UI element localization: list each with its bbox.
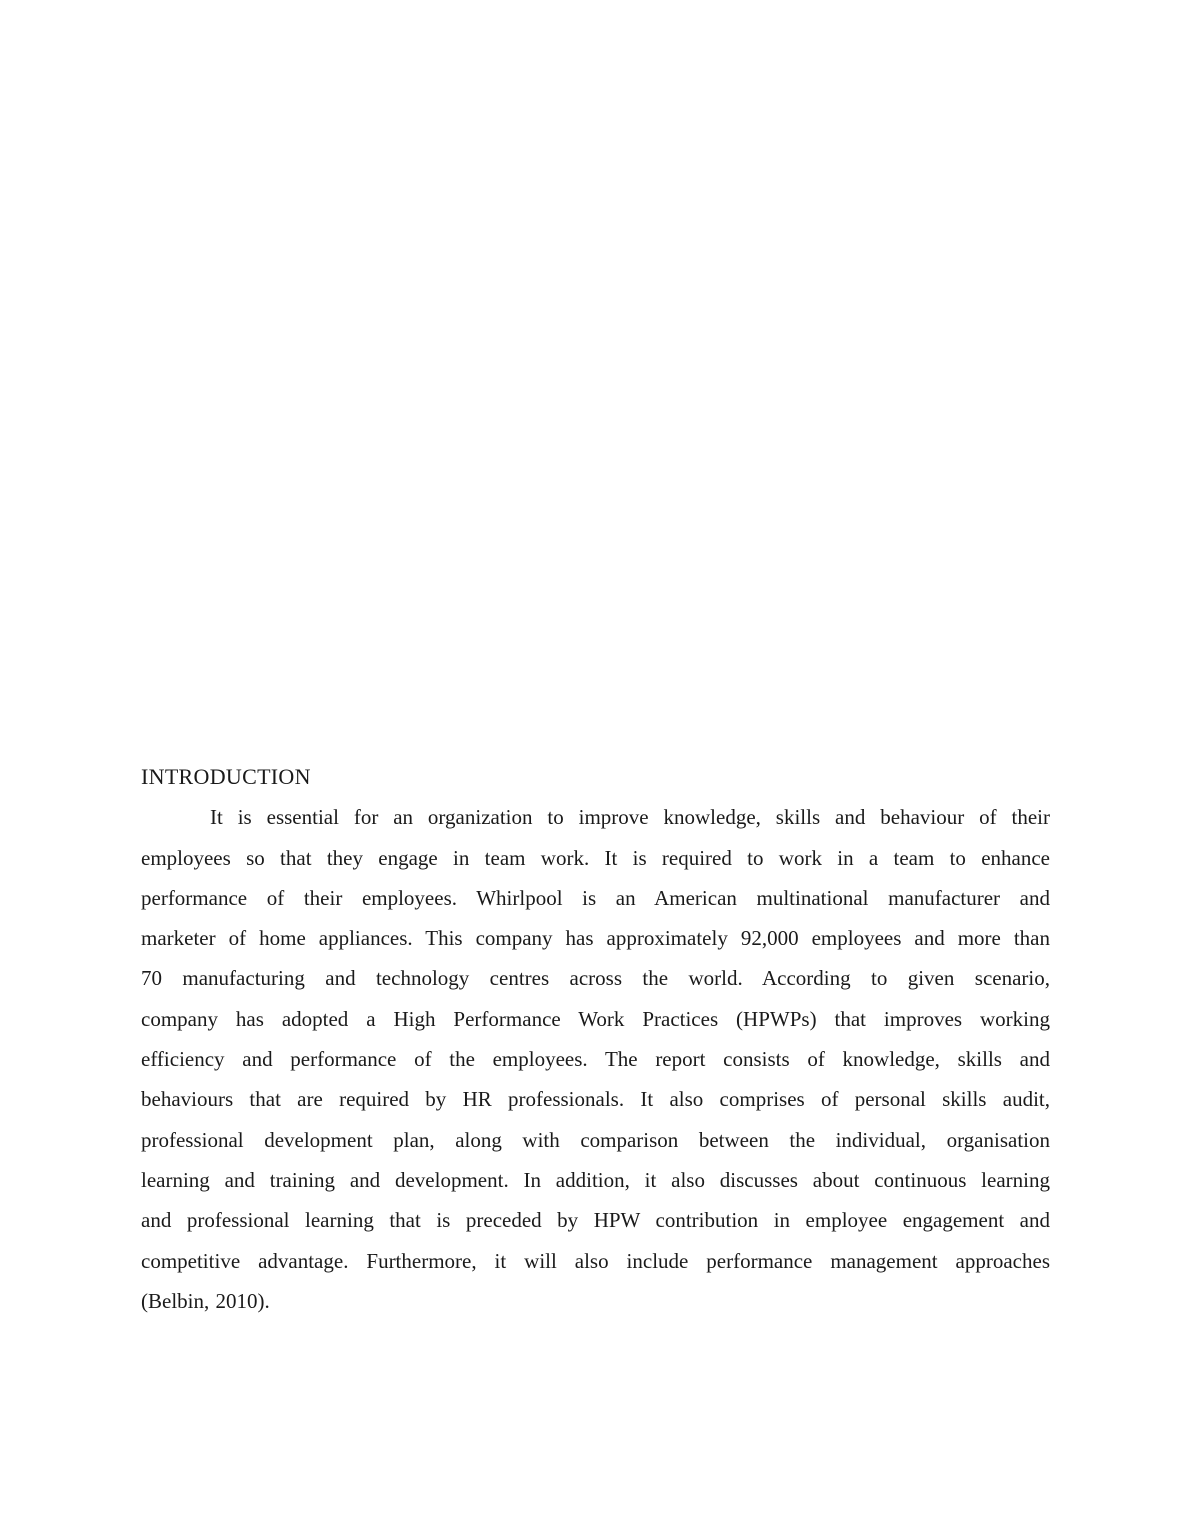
paragraph-line: behaviours that are required by HR professionals. It also comprises of personal skills audit, bbox=[141, 1087, 1050, 1112]
introduction-paragraph bbox=[141, 797, 1050, 1321]
paragraph-line: efficiency and performance of the employees. The report consists of knowledge, skills and bbox=[141, 1047, 1050, 1072]
paragraph-line: (Belbin, 2010). bbox=[141, 1288, 270, 1313]
paragraph-line: professional development plan, along with comparison between the individual, organisation bbox=[141, 1127, 1050, 1152]
paragraph-line: learning and training and development. In addition, it also discusses about continuous learning bbox=[141, 1167, 1050, 1192]
page-content bbox=[141, 757, 1050, 1321]
paragraph-line: and professional learning that is preceded by HPW contribution in employee engagement and bbox=[141, 1208, 1050, 1233]
paragraph-line: It is essential for an organization to improve knowledge, skills and behaviour of their bbox=[210, 805, 1050, 830]
paragraph-line: employees so that they engage in team work. It is required to work in a team to enhance bbox=[141, 845, 1050, 870]
paragraph-line: 70 manufacturing and technology centres across the world. According to given scenario, bbox=[141, 966, 1050, 991]
paragraph-line: performance of their employees. Whirlpool is an American multinational manufacturer and bbox=[141, 885, 1050, 910]
paragraph-line: company has adopted a High Performance Work Practices (HPWPs) that improves working bbox=[141, 1006, 1050, 1031]
paragraph-line: marketer of home appliances. This company has approximately 92,000 employees and more than bbox=[141, 926, 1050, 951]
paragraph-line: competitive advantage. Furthermore, it will also include performance management approaches bbox=[141, 1248, 1050, 1273]
section-heading: INTRODUCTION bbox=[141, 764, 311, 789]
